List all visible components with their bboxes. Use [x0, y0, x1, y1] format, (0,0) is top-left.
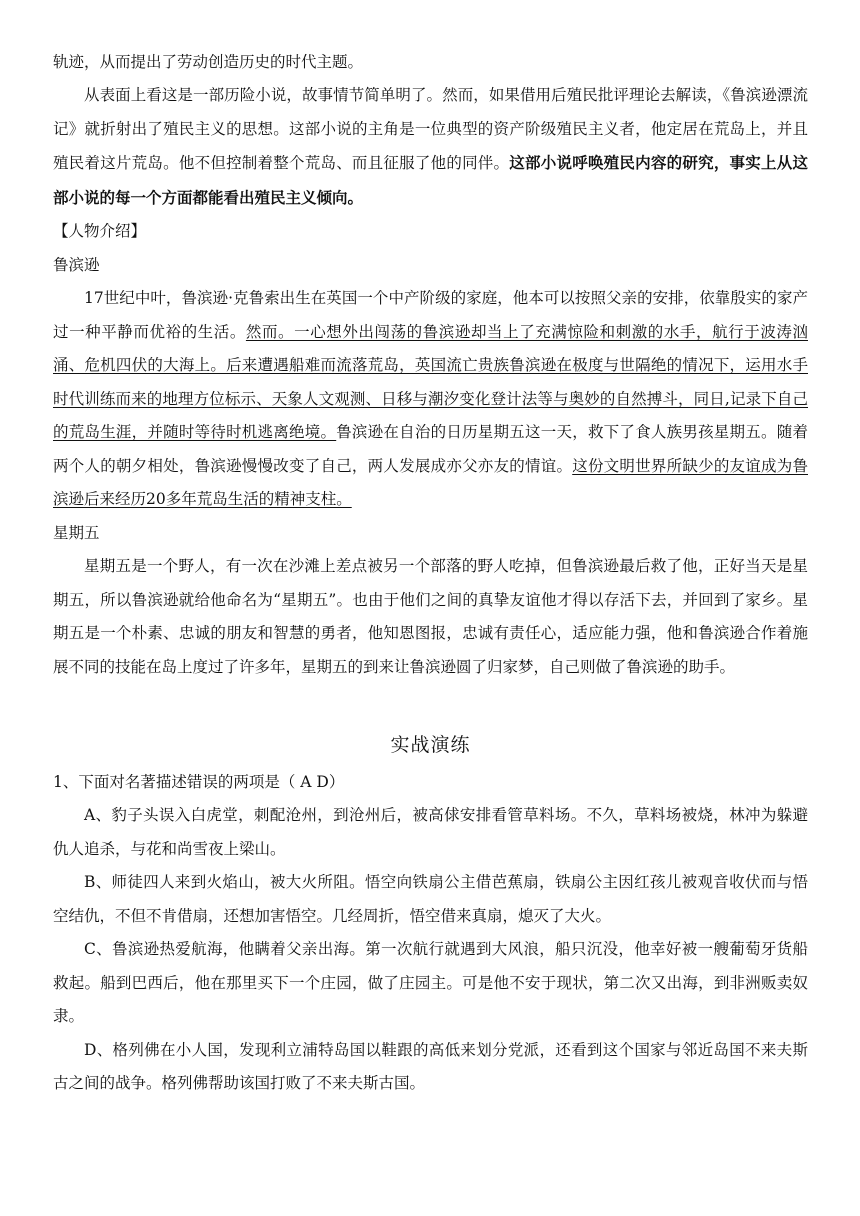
intro-line: 轨迹，从而提出了劳动创造历史的时代主题。 — [53, 53, 364, 71]
question-stem: 1、下面对名著描述错误的两项是（ A D） — [53, 773, 345, 791]
robinson-text-underlined-2: 这份文明世界所缺少的友谊成为鲁滨逊后来经历20多年荒岛生活的精神支柱。 — [53, 456, 808, 508]
intro-paragraph-bold: 这部小说呼唤殖民内容的研究，事实上从这部小说的每一个方面都能看出殖民主义倾向。 — [53, 153, 808, 207]
option-a: A、豹子头误入白虎堂，刺配沧州，到沧州后，被高俅安排看管草料场。不久，草料场被烧，林冲为躲避仇人追杀，与花和尚雪夜上梁山。 — [53, 806, 808, 858]
friday-name: 星期五 — [53, 523, 100, 542]
robinson-text-underlined-1: 然而。一心想外出闯荡的鲁滨逊却当上了充满惊险和刺激的水手，航行于波涛汹涌、危机四伏的大海上。后来遭遇船难而流落荒岛，英国流亡贵族鲁滨逊在极度与世隔绝的情况下，运用水手时代训练而来的地理方位标示、天象人文观测、日移与潮汐变化登计法等与奥妙的自然搏斗，同日,记录下自己的荒岛生涯，并随时等待时机逃离绝境。 — [53, 322, 808, 441]
intro-paragraph — [53, 79, 808, 215]
intro-paragraph-text: 从表面上看这是一部历险小说，故事情节简单明了。然而，如果借用后殖民批评理论去解读，《鲁滨逊漂流记》就折射出了殖民主义的思想。这部小说的主角是一位典型的资产阶级殖民主义者，他定居在荒岛上，并且殖民着这片荒岛。他不但控制着整个荒岛、而且征服了他的同伴。 — [53, 86, 808, 172]
option-c: C、鲁滨逊热爱航海，他瞒着父亲出海。第一次航行就遇到大风浪，船只沉没，他幸好被一艘葡萄牙货船救起。船到巴西后，他在那里买下一个庄园，做了庄园主。可是他不安于现状，第二次又出海，到非洲贩卖奴隶。 — [53, 940, 808, 1025]
robinson-text-1: 17世纪中叶，鲁滨逊·克鲁索出生在英国一个中产阶级的家庭，他本可以按照父亲的安排，依靠殷实的家产过一种平静而优裕的生活。 — [53, 289, 808, 341]
robinson-name: 鲁滨逊 — [53, 255, 100, 274]
option-d: D、格列佛在小人国，发现利立浦特岛国以鞋跟的高低来划分党派，还看到这个国家与邻近岛国不来夫斯古之间的战争。格列佛帮助该国打败了不来夫斯古国。 — [53, 1040, 808, 1092]
option-b: B、师徒四人来到火焰山，被大火所阻。悟空向铁扇公主借芭蕉扇，铁扇公主因红孩儿被观音收伏而与悟空结仇，不但不肯借扇，还想加害悟空。几经周折，悟空借来真扇，熄灭了大火。 — [53, 873, 808, 925]
robinson-text-2: 鲁滨逊在自治的日历星期五这一天，救下了食人族男孩星期五。随着两个人的朝夕相处，鲁滨逊慢慢改变了自己，两人发展成亦父亦友的情谊。 — [53, 423, 808, 475]
section-title: 实战演练 — [390, 734, 471, 756]
robinson-paragraph — [53, 282, 808, 517]
friday-paragraph: 星期五是一个野人，有一次在沙滩上差点被另一个部落的野人吃掉，但鲁滨逊最后救了他，正好当天是星期五，所以鲁滨逊就给他命名为“星期五”。也由于他们之间的真挚友谊他才得以存活下去，并回到了家乡。星期五是一个朴素、忠诚的朋友和智慧的勇者，他知恩图报，忠诚有责任心，适应能力强，他和鲁滨逊合作着施展不同的技能在岛上度过了许多年，星期五的到来让鲁滨逊圆了归家梦，自己则做了鲁滨逊的助手。 — [53, 557, 808, 676]
character-heading: 【人物介绍】 — [53, 222, 147, 240]
